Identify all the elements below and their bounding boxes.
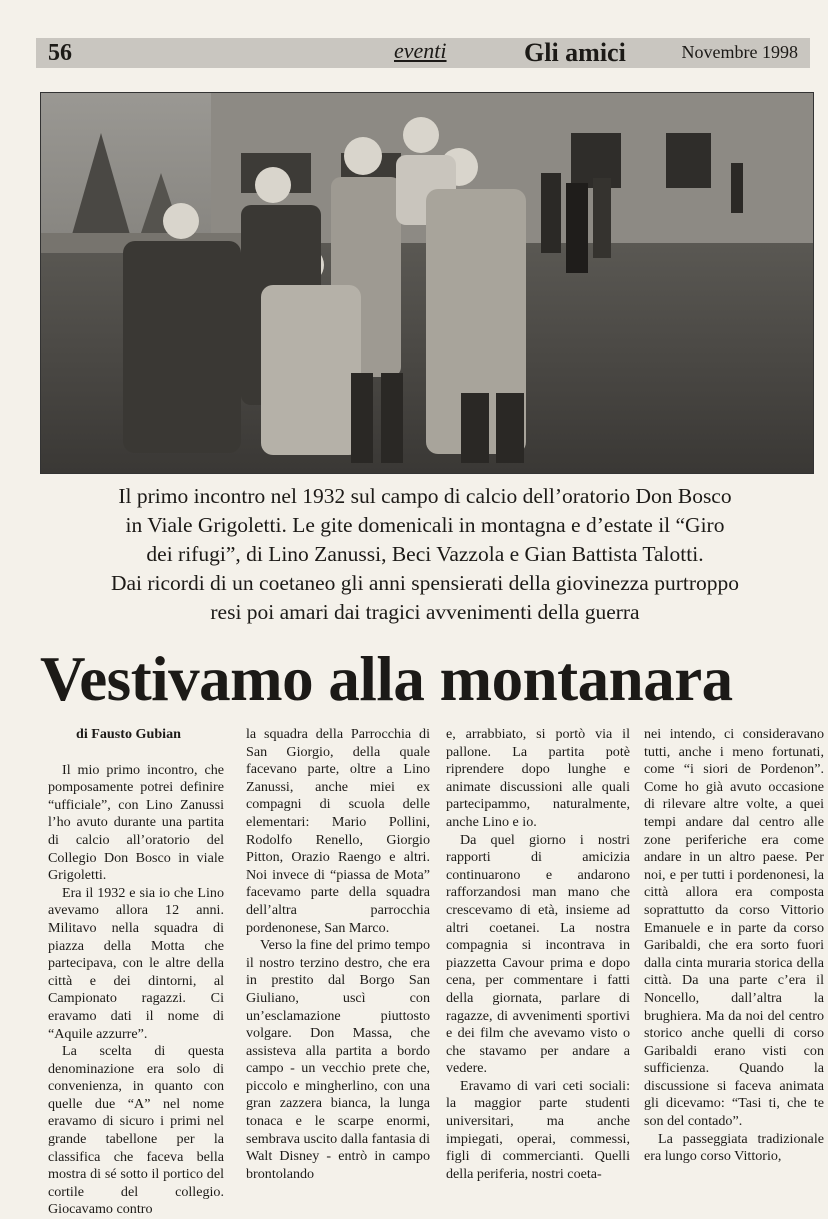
article-column-1 [48, 726, 224, 1219]
deck-line: in Viale Grigoletti. Le gite domenicali in montagna e d’estate il “Giro [125, 513, 725, 537]
section-name: eventi [394, 38, 447, 63]
rubric-title: Gli amici [524, 38, 626, 67]
paragraph: e, arrabbiato, si portò via il pallone. La partita potè riprendere dopo lunghe e animate discussioni alle quali partecipammo, naturalmente, anche Lino e io. [446, 726, 630, 830]
deck-line: Dai ricordi di un coetaneo gli anni spensierati della giovinezza purtroppo [110, 571, 740, 595]
deck-line: Il primo incontro nel 1932 sul campo di calcio dell’oratorio Don Bosco [118, 484, 732, 508]
paragraph: Verso la fine del primo tempo il nostro terzino destro, che era in prestito dal Borgo San Giuliano, uscì con un’esclamazione piuttosto volgare. Don Massa, che assisteva alla partita a bordo campo - un vecchio prete che, piccolo e mingherlino, con una gran zazzera bianca, la lunga tonaca e le scarpe enormi, sembrava uscito dalla fantasia di Walt Disney - entrò in campo brontolando [246, 937, 430, 1182]
group-photo-icon [41, 93, 813, 473]
page-header [36, 38, 810, 68]
page-number: 56 [48, 40, 72, 66]
paragraph: Era il 1932 e sia io che Lino avevamo allora 12 anni. Militavo nella squadra di piazza della Motta che partecipava, con le altre della città e dei dintorni, al Campionato ragazzi. Ci eravamo dati il nome di “Aquile azzurre”. [48, 884, 224, 1042]
byline: di Fausto Gubian [76, 726, 181, 742]
article-column-3 [446, 726, 630, 1183]
article-column-4 [644, 726, 824, 1166]
group-photo [40, 92, 814, 474]
paragraph: nei intendo, ci consideravano tutti, anche i meno fortunati, come “i siori de Pordenon”. Come ho già avuto occasione di rilevare altre volte, a quei tempi andare dal centro alle zone periferiche era come andare in un altro paese. Per noi, e per tutti i pordenonesi, la città allora era composta soprattutto da corso Vittorio Emanuele e in parte da corso Garibaldi, che era sorto fuori dalla cinta muraria storica della città. Da una parte c’era il Noncello, dall’altra la brughiera. Ma da noi del centro storico anche quelli di corso Garibaldi erano visti con sufficienza. Quando la discussione si faceva animata gli dicevamo: “Tasi ti, che te son del contado”. [644, 726, 824, 1130]
article-column-2 [246, 726, 430, 1183]
paragraph: La scelta di questa denominazione era solo di convenienza, in quanto con quelle due “A” nel nome eravamo di sicuro i primi nel grande tabellone per la classifica che faceva bella mostra di sé sotto il portico del cortile del collegio. Giocavamo contro [48, 1043, 224, 1218]
paragraph: la squadra della Parrocchia di San Giorgio, della quale facevano parte, oltre a Lino Zanussi, anche miei ex compagni di scuola delle elementari: Mario Pollini, Rodolfo Renello, Giorgio Pitton, Orazio Raengo e altri. Noi invece di “piassa de Mota” facevamo parte della squadra dell’altra parrocchia pordenonese, San Marco. [246, 726, 430, 936]
deck-line: dei rifugi”, di Lino Zanussi, Beci Vazzola e Gian Battista Talotti. [146, 542, 704, 566]
paragraph: Da quel giorno i nostri rapporti di amicizia continuarono e andarono rafforzandosi man mano che crescevamo di età, insieme ad altri coetanei. La nostra compagnia si incontrava in piazzetta Cavour prima e dopo cena, per commentare i fatti della giornata, parlare di ragazze, di avvenimenti sportivi e dei film che avevamo visto o che stavamo per andare a vedere. [446, 831, 630, 1077]
deck-line: resi poi amari dai tragici avvenimenti della guerra [210, 600, 640, 624]
article-deck [40, 482, 810, 627]
paragraph: Eravamo di vari ceti sociali: la maggior parte studenti universitari, ma anche impiegati, operai, commessi, figli di commercianti. Quelli della periferia, nostri coeta- [446, 1077, 630, 1182]
paragraph: Il mio primo incontro, che pomposamente potrei definire “ufficiale”, con Lino Zanussi l’ho avuto durante una partita di calcio all’oratorio del Collegio Don Bosco in viale Grigoletti. [48, 761, 224, 884]
article-headline: Vestivamo alla montanara [40, 644, 733, 714]
issue-date: Novembre 1998 [681, 42, 798, 62]
paragraph: La passeggiata tradizionale era lungo corso Vittorio, [644, 1130, 824, 1165]
